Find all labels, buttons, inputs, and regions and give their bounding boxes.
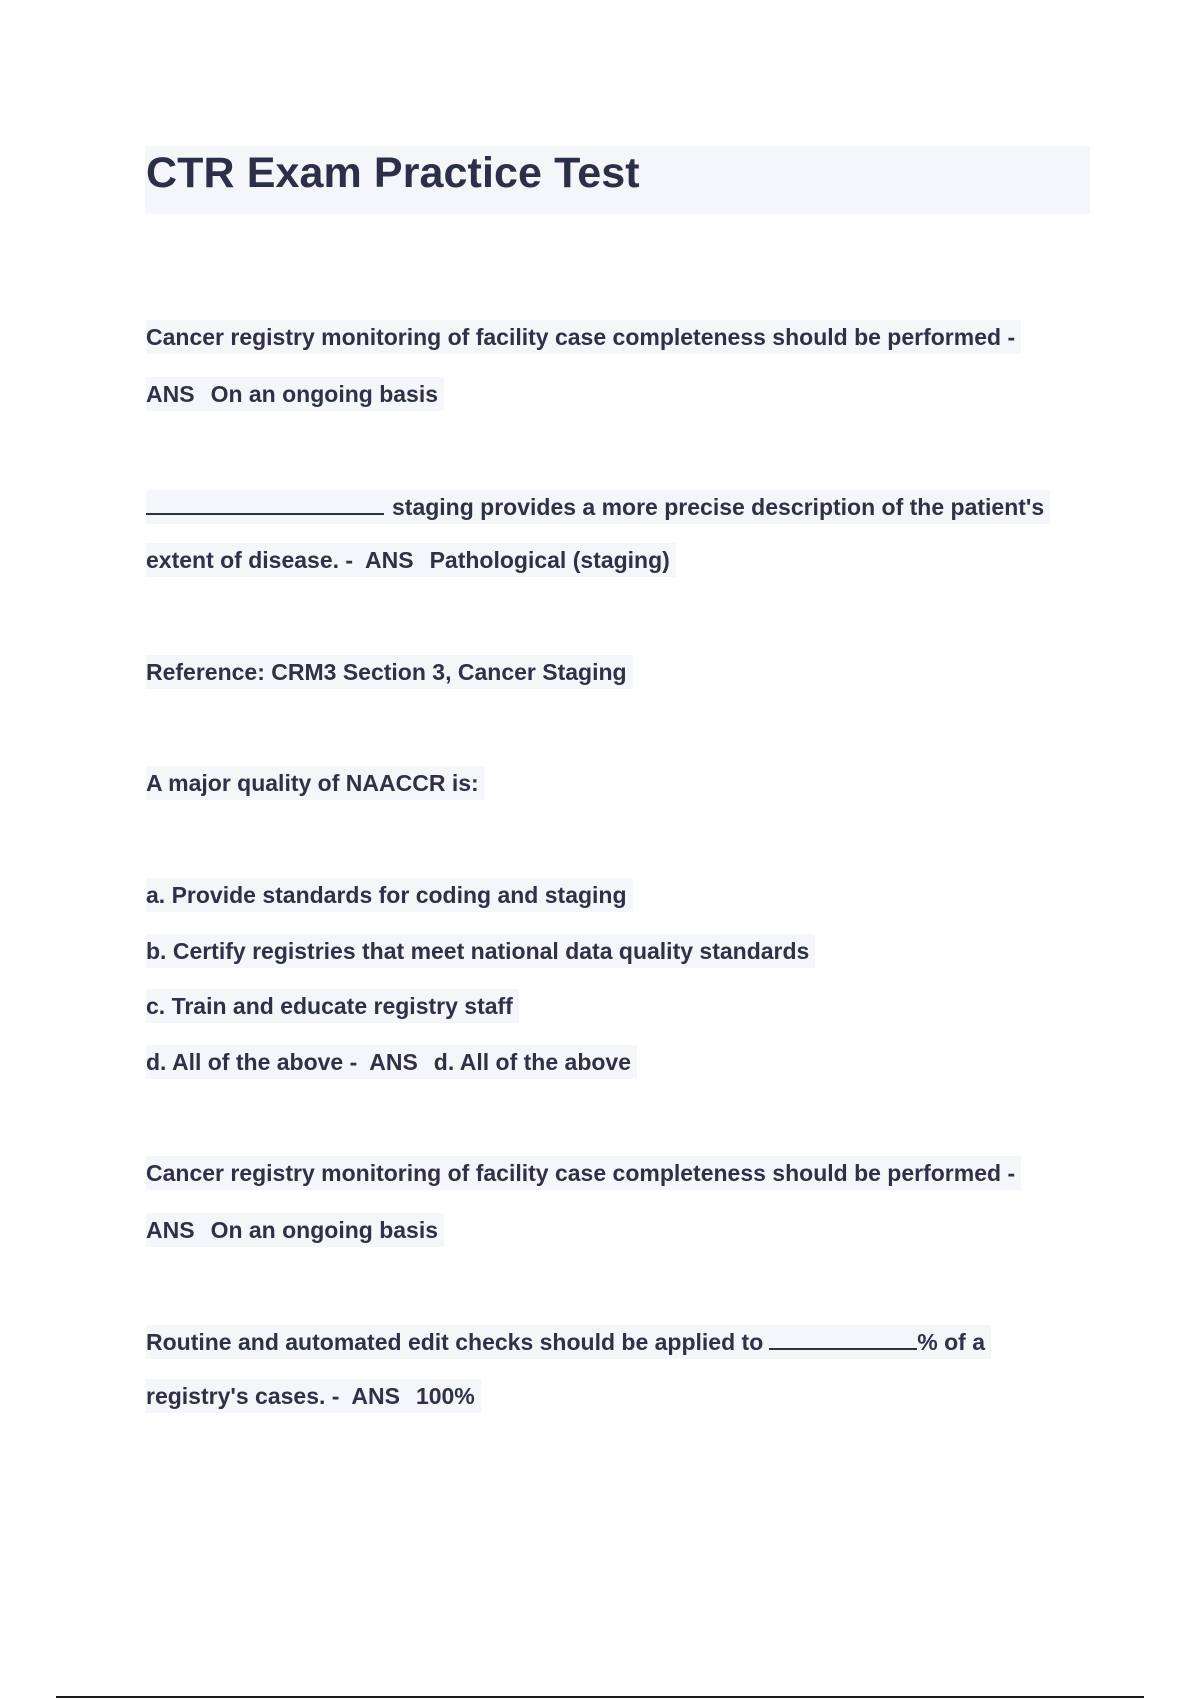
- q4-question-line: [146, 1159, 1021, 1187]
- q1-answer-block: [146, 377, 444, 411]
- q4-answer: On an ongoing basis: [210, 1217, 439, 1243]
- q3-option-a-line: [146, 881, 633, 909]
- q5-question-line: [146, 1326, 991, 1356]
- q4-answer-block: [146, 1213, 444, 1247]
- q2-question-block: [146, 490, 1050, 524]
- q1-answer-line: [146, 380, 444, 408]
- footer-rule: [56, 1696, 1144, 1698]
- q1-question-line: [146, 323, 1021, 351]
- q2-reference: Reference: CRM3 Section 3, Cancer Staging: [146, 655, 633, 689]
- q3-option-c: c. Train and educate registry staff: [146, 989, 519, 1023]
- q3-option-d-line: [146, 1048, 637, 1076]
- q5-answer-line: [146, 1382, 481, 1410]
- q4-ans-tag: ANS: [146, 1217, 195, 1243]
- q3-option-c-line: [146, 992, 519, 1020]
- q2-answer-line: [146, 546, 676, 574]
- q5-question-cont: registry's cases. -: [146, 1383, 340, 1409]
- q1-ans-tag: ANS: [146, 381, 195, 407]
- q3-option-b-line: [146, 937, 815, 965]
- q2-answer-block: [146, 543, 676, 577]
- q5-answer-block: [146, 1379, 481, 1413]
- q2-question-line: [146, 491, 1050, 521]
- q2-ans-tag: ANS: [365, 547, 414, 573]
- q4-answer-line: [146, 1216, 444, 1244]
- q3-ans-tag: ANS: [369, 1049, 418, 1075]
- q2-fill-blank: [146, 491, 384, 515]
- q5-question-block: [146, 1325, 991, 1359]
- q3-answer: d. All of the above: [433, 1049, 631, 1075]
- page-title: CTR Exam Practice Test: [146, 149, 640, 197]
- q2-question: staging provides a more precise description of the patient's: [392, 494, 1045, 520]
- q1-answer: On an ongoing basis: [210, 381, 439, 407]
- q3-question: A major quality of NAACCR is:: [146, 766, 485, 800]
- q5-ans-tag: ANS: [351, 1383, 400, 1409]
- q2-question-cont: extent of disease. -: [146, 547, 354, 573]
- q1-question: Cancer registry monitoring of facility case completeness should be performed -: [146, 320, 1021, 354]
- q3-option-b: b. Certify registries that meet national data quality standards: [146, 934, 815, 968]
- q3-answer-block: [146, 1045, 637, 1079]
- q2-reference-line: [146, 658, 633, 686]
- q5-question-start: Routine and automated edit checks should be applied to: [146, 1329, 764, 1355]
- q3-option-d: d. All of the above -: [146, 1049, 358, 1075]
- q5-answer: 100%: [415, 1383, 475, 1409]
- q2-answer: Pathological (staging): [429, 547, 670, 573]
- q3-option-a: a. Provide standards for coding and staging: [146, 878, 633, 912]
- q5-fill-blank: [769, 1326, 917, 1350]
- q4-question: Cancer registry monitoring of facility case completeness should be performed -: [146, 1156, 1021, 1190]
- q5-question-end: % of a: [917, 1329, 985, 1355]
- q3-question-line: [146, 769, 485, 797]
